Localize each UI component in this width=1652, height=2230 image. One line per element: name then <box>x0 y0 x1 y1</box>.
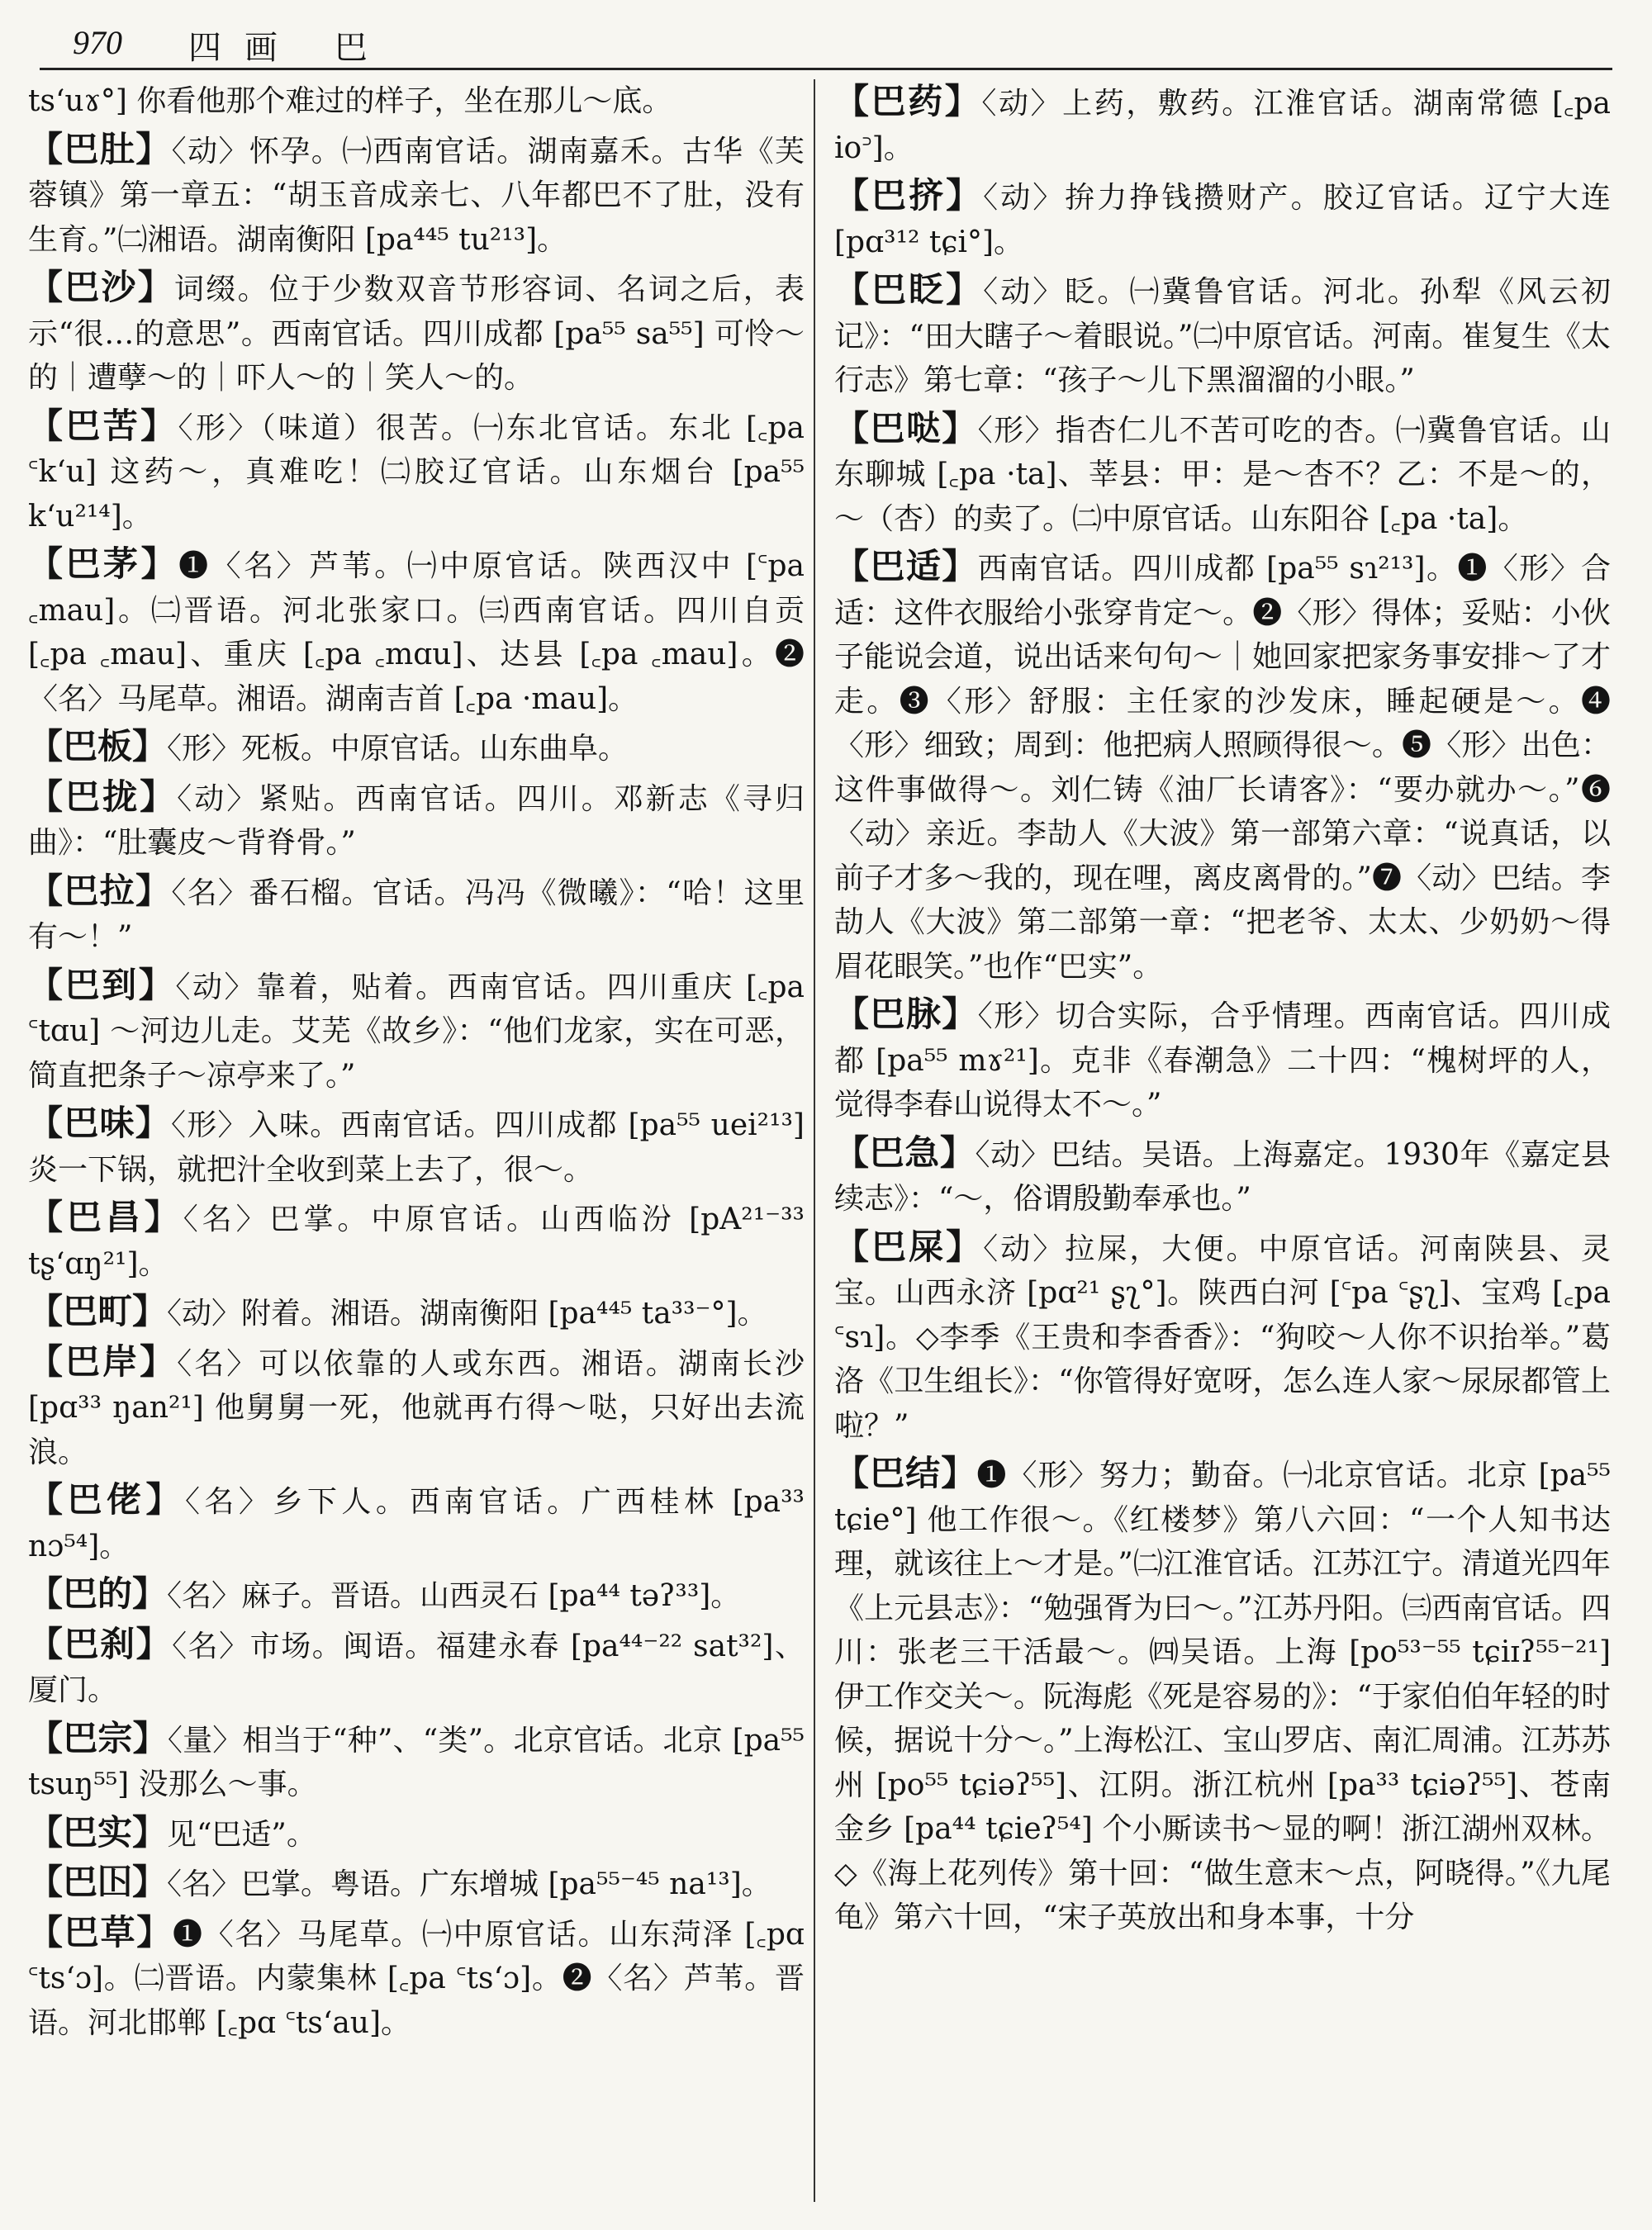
entry-definition: 〈形〉入味。西南官话。四川成都 [pa⁵⁵ uei²¹³] 炎一下锅，就把汁全收到菜上去了，很～。 <box>28 1108 805 1187</box>
entry-definition: ❶〈名〉马尾草。㈠中原官话。山东菏泽 [꜀pɑ ꜂tsʻɔ]。㈡晋语。内蒙集林 [꜀pa ꜂tsʻɔ]。❷〈名〉芦苇。晋语。河北邯郸 [꜀pɑ ꜂tsʻau]。 <box>28 1917 805 2040</box>
dictionary-entry <box>834 79 1611 170</box>
left-column <box>28 79 805 2048</box>
dictionary-entry <box>28 775 805 866</box>
entry-headword: 【巴屎】 <box>834 1226 984 1267</box>
dictionary-entry <box>834 1131 1611 1222</box>
entry-headword: 【巴实】 <box>28 1811 168 1853</box>
entry-definition: 〈动〉拉屎，大便。中原官话。河南陕县、灵宝。山西永济 [pɑ²¹ ʂʅ°]。陕西白河 [꜂pa ꜂ʂʅ]、宝鸡 [꜀pa ꜂sɿ]。◇李季《王贵和李香香》：“狗咬～人你不识抬举。”葛洛《卫生组长》：“你管得好宽呀，怎么连人家～尿尿都管上啦？” <box>834 1231 1611 1443</box>
dictionary-entry <box>28 869 805 960</box>
dictionary-entry <box>28 1340 805 1475</box>
dictionary-entry <box>834 406 1611 542</box>
dictionary-entry <box>28 1810 805 1858</box>
right-column <box>834 79 1611 1943</box>
entry-definition: 〈动〉拚力挣钱攒财产。胶辽官话。辽宁大连 [pɑ³¹² tɕi°]。 <box>834 181 1611 259</box>
entry-headword: 【巴眨】 <box>834 269 984 310</box>
column-divider <box>814 79 815 2202</box>
dictionary-entry <box>28 542 805 721</box>
entry-headword: 【巴到】 <box>28 964 176 1005</box>
dictionary-entry <box>28 1101 805 1192</box>
entry-definition: 〈动〉附着。湘语。湖南衡阳 [pa⁴⁴⁵ ta³³⁻°]。 <box>167 1297 767 1331</box>
entry-headword: 【巴沙】 <box>28 267 175 307</box>
dictionary-entry <box>834 992 1611 1127</box>
entry-headword: 【巴肚】 <box>28 128 172 169</box>
entry-headword: 【巴岸】 <box>28 1340 178 1382</box>
entry-definition: 〈量〉相当于“种”、“类”。北京官话。北京 [pa⁵⁵ tsuŋ⁵⁵] 没那么～事。 <box>28 1723 805 1801</box>
entry-headword: 【巴茅】 <box>28 543 179 584</box>
entry-headword: 【巴町】 <box>28 1291 168 1331</box>
dictionary-entry <box>28 265 805 401</box>
dictionary-entry <box>28 1289 805 1336</box>
entry-headword: 【巴哒】 <box>834 407 978 448</box>
continuation-text: tsʻuɤ°] 你看他那个难过的样子，坐在那儿～底。 <box>28 84 672 118</box>
dictionary-entry <box>28 1860 805 1907</box>
entry-definition: 〈名〉市场。闽语。福建永春 [pa⁴⁴⁻²² sat³²]、厦门。 <box>28 1629 805 1707</box>
entry-definition: 西南官话。四川成都 [pa⁵⁵ sɿ²¹³]。❶〈形〉合适：这件衣服给小张穿肯定～。❷〈形〉得体；妥贴：小伙子能说会道，说出话来句句～｜她回家把家务事安排～了才走。❸〈形〉舒服：主任家的沙发床，睡起硬是～。❹〈形〉细致；周到：他把病人照顾得很～。❺〈形〉出色：这件事做得～。刘仁铸《油厂长请客》：“要办就办～。”❻〈动〉亲近。李劼人《大波》第一部第六章：“说真话，以前子才多～我的，现在哩，离皮离骨的。”❼〈动〉巴结。李劼人《大波》第二部第一章：“把老爷、太太、少奶奶～得眉花眼笑。”也作“巴实”。 <box>834 552 1611 984</box>
entry-definition: 见“巴适”。 <box>167 1817 316 1852</box>
dictionary-entry <box>834 268 1611 403</box>
entry-definition: 〈名〉可以依靠的人或东西。湘语。湖南长沙 [pɑ³³ ŋan²¹] 他舅舅一死，他就再冇得～哒，只好出去流浪。 <box>28 1346 805 1469</box>
dictionary-entry <box>28 1572 805 1619</box>
dictionary-entry <box>28 127 805 263</box>
entry-headword: 【巴脉】 <box>834 994 978 1034</box>
entry-definition: ❶〈名〉芦苇。㈠中原官话。陕西汉中 [꜂pa ꜀mau]。㈡晋语。河北张家口。㈢西南官话。四川自贡 [꜀pa ꜀mau]、重庆 [꜀pa ꜀mɑu]、达县 [꜀pa ꜀mau]。❷〈名〉马尾草。湘语。湖南吉首 [꜀pa ·mau]。 <box>28 549 805 716</box>
dictionary-entry <box>28 963 805 1098</box>
entry-definition: 〈形〉切合实际，合乎情理。西南官话。四川成都 [pa⁵⁵ mɤ²¹]。克非《春潮急》二十四：“槐树坪的人，觉得李春山说得太不～。” <box>834 999 1611 1122</box>
entry-definition: 〈名〉番石榴。官话。冯冯《微曦》：“哈！这里有～！” <box>28 875 805 954</box>
entry-definition: 〈名〉巴掌。粤语。广东增城 [pa⁵⁵⁻⁴⁵ na¹³]。 <box>167 1867 771 1901</box>
entry-definition: 〈动〉上药，敷药。江淮官话。湖南常德 [꜀pa io꜄]。 <box>834 87 1611 165</box>
dictionary-entry <box>28 1910 805 2046</box>
entry-headword: 【巴药】 <box>834 81 982 121</box>
entry-headword: 【巴拉】 <box>28 870 172 911</box>
left-entry-list <box>28 127 805 2046</box>
right-entry-list <box>834 79 1611 1940</box>
page-header <box>40 15 1612 70</box>
entry-definition: 〈动〉眨。㈠冀鲁官话。河北。孙犁《风云初记》：“田大瞎子～着眼说。”㈡中原官话。河南。崔复生《太行志》第七章：“孩子～儿下黑溜溜的小眼。” <box>834 275 1611 397</box>
dictionary-entry <box>28 1716 805 1807</box>
dictionary-entry <box>834 1225 1611 1449</box>
dictionary-entry <box>28 724 805 771</box>
dictionary-entry <box>28 404 805 539</box>
dictionary-entry <box>834 173 1611 264</box>
entry-headword: 【巴昌】 <box>28 1197 183 1237</box>
entry-definition: 〈动〉靠着，贴着。西南官话。四川重庆 [꜀pa ꜂tɑu] ～河边儿走。艾芜《故乡》：“他们龙家，实在可恶，简直把条子～凉亭来了。” <box>28 970 805 1093</box>
entry-definition: 词缀。位于少数双音节形容词、名词之后，表示“很…的意思”。西南官话。四川成都 [pa⁵⁵ sa⁵⁵] 可怜～的｜遭孽～的｜吓人～的｜笑人～的。 <box>28 273 805 395</box>
entry-definition: 〈形〉（味道）很苦。㈠东北官话。东北 [꜀pa ꜂kʻu] 这药～，真难吃！㈡胶辽官话。山东烟台 [pa⁵⁵ kʻu²¹⁴]。 <box>28 410 805 534</box>
dictionary-entry <box>28 1478 805 1568</box>
entry-headword: 【巴板】 <box>28 726 168 766</box>
entry-definition: 〈动〉紧贴。西南官话。四川。邓新志《寻归曲》：“肚囊皮～背脊骨。” <box>28 781 805 860</box>
entry-headword: 【巴𡆥】 <box>28 1862 168 1902</box>
dictionary-entry <box>834 1451 1611 1940</box>
entry-definition: 〈形〉死板。中原官话。山东曲阜。 <box>167 732 629 766</box>
dictionary-entry <box>28 1195 805 1286</box>
dictionary-entry <box>834 544 1611 989</box>
entry-headword: 【巴适】 <box>834 546 978 586</box>
entry-headword: 【巴味】 <box>28 1103 172 1143</box>
entry-headword: 【巴急】 <box>834 1132 976 1173</box>
entry-headword: 【巴佬】 <box>28 1479 185 1520</box>
entry-definition: 〈形〉指杏仁儿不苦可吃的杏。㈠冀鲁官话。山东聊城 [꜀pa ·ta]、莘县：甲：是～杏不？乙：不是～的，～（杏）的卖了。㈡中原官话。山东阳谷 [꜀pa ·ta]。 <box>834 413 1611 536</box>
dictionary-entry <box>28 1622 805 1713</box>
entry-definition: 〈动〉怀孕。㈠西南官话。湖南嘉禾。古华《芙蓉镇》第一章五：“胡玉音成亲七、八年都巴不了肚，没有生育。”㈡湘语。湖南衡阳 [pa⁴⁴⁵ tu²¹³]。 <box>28 134 805 257</box>
entry-headword: 【巴挤】 <box>834 175 984 216</box>
entry-headword: 【巴的】 <box>28 1573 168 1614</box>
entry-headword: 【巴拢】 <box>28 776 178 817</box>
entry-headword: 【巴结】 <box>834 1453 977 1493</box>
entry-definition: 〈动〉巴结。吴语。上海嘉定。1930年《嘉定县续志》：“～，俗谓殷勤奉承也。” <box>834 1137 1611 1216</box>
entry-headword: 【巴苦】 <box>28 405 178 446</box>
entry-headword: 【巴刹】 <box>28 1623 173 1664</box>
entry-definition: ❶〈形〉努力；勤奋。㈠北京官话。北京 [pa⁵⁵ tɕie°] 他工作很～。《红楼梦》第八六回：“一个人知书达理，就该往上～才是。”㈡江淮官话。江苏江宁。清道光四年《上元县志》：“勉强胥为曰～。”江苏丹阳。㈢西南官话。四川：张老三干活最～。㈣吴语。上海 [po⁵³⁻⁵⁵ tɕiɪʔ⁵⁵⁻²¹] 伊工作交关～。阮海彪《死是容易的》：“于家伯伯年轻的时候，据说十分～。”上海松江、宝山罗店、南汇周浦。江苏苏州 [po⁵⁵ tɕiəʔ⁵⁵]、江阴。浙江杭州 [pa³³ tɕiəʔ⁵⁵]、苍南金乡 [pa⁴⁴ tɕieʔ⁵⁴] 个小厮读书～显的啊！浙江湖州双林。◇《海上花列传》第十回：“做生意末～点，阿晓得。”《九尾龟》第六十回，“宋子英放出和身本事，十分 <box>834 1459 1611 1934</box>
section-title: 四画 巴 <box>188 29 391 67</box>
entry-headword: 【巴宗】 <box>28 1717 168 1758</box>
entry-definition: 〈名〉乡下人。西南官话。广西桂林 [pa³³ nɔ⁵⁴]。 <box>28 1485 805 1563</box>
entry-definition: 〈名〉麻子。晋语。山西灵石 [pa⁴⁴ təʔ³³]。 <box>167 1579 741 1613</box>
page-number: 970 <box>73 24 122 61</box>
entry-headword: 【巴草】 <box>28 1911 173 1952</box>
entry-definition: 〈名〉巴掌。中原官话。山西临汾 [pA²¹⁻³³ tʂʻɑŋ²¹]。 <box>28 1203 805 1281</box>
